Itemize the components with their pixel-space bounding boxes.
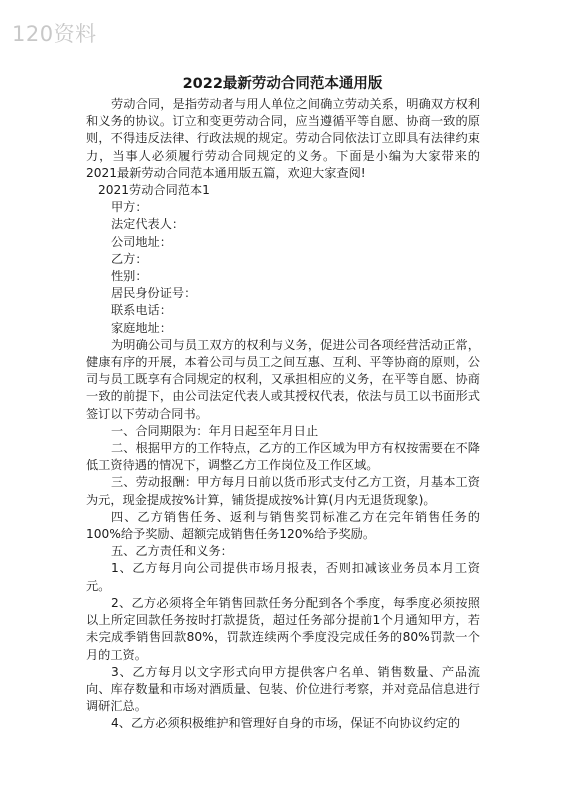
field-legal-representative: 法定代表人： — [111, 217, 185, 232]
clause-duty-4: 4、乙方必须积极维护和管理好自身的市场，保证不向协议约定的 — [111, 716, 461, 731]
clause-work-area: 二、根据甲方的工作特点，乙方的工作区域为甲方有权按需要在不降低工资待遇的情况下，调整乙方工作岗位及工作区域。 — [86, 441, 480, 473]
clause-sales-tasks: 四、乙方销售任务、返利与销售奖罚标准乙方在完年销售任务的100%给予奖励、超额完成销售任务120%给予奖励。 — [86, 509, 480, 542]
field-phone: 联系电话： — [111, 303, 172, 318]
clause-duty-2: 2、乙方必须将全年销售回款任务分配到各个季度，每季度必须按照以上所定回款任务按时打款提货，超过任务部分提前1个月通知甲方，若未完成季销售回款80%，罚款连续两个季度没完成任务的80%罚款一个月的工资。 — [86, 595, 480, 662]
clause-duties-heading: 五、乙方责任和义务： — [111, 544, 233, 559]
clause-duty-3: 3、乙方每月以文字形式向甲方提供客户名单、销售数量、产品流向、库存数量和市场对酒质量、包装、价位进行考察，并对竞品信息进行调研汇总。 — [86, 664, 480, 714]
field-home-address: 家庭地址： — [111, 320, 172, 335]
field-party-b: 乙方： — [111, 251, 148, 266]
field-id-number: 居民身份证号： — [111, 286, 197, 301]
document-body — [86, 96, 480, 733]
watermark: 120资料 — [12, 22, 97, 46]
document-title: 2022最新劳动合同范本通用版 — [182, 76, 383, 92]
section-heading: 2021劳动合同范本1 — [98, 183, 210, 198]
clause-term: 一、合同期限为：年月日起至年月日止 — [111, 423, 319, 438]
clause-duty-1: 1、乙方每月向公司提供市场月报表，否则扣减该业务员本月工资元。 — [86, 561, 480, 593]
field-gender: 性别： — [111, 269, 148, 284]
clause-compensation: 三、劳动报酬：甲方每月日前以货币形式支付乙方工资，月基本工资为元，现金提成按%计算，铺货提成按%计算(月内无退货现象)。 — [86, 475, 480, 507]
field-company-address: 公司地址： — [111, 234, 172, 249]
field-party-a: 甲方： — [111, 200, 148, 215]
intro-paragraph: 劳动合同，是指劳动者与用人单位之间确立劳动关系，明确双方权利和义务的协议。订立和变更劳动合同，应当遵循平等自愿、协商一致的原则，不得违反法律、行政法规的规定。劳动合同依法订立即具有法律约束力，当事人必须履行劳动合同规定的义务。下面是小编为大家带来的2021最新劳动合同范本通用版五篇，欢迎大家查阅! — [86, 97, 480, 180]
preamble-paragraph: 为明确公司与员工双方的权利与义务，促进公司各项经营活动正常，健康有序的开展，本着公司与员工之间互惠、互利、平等协商的原则，公司与员工既享有合同规定的权利，又承担相应的义务，在平等自愿、协商一致的前提下，由公司法定代表人或其授权代表，依法与员工以书面形式签订以下劳动合同书。 — [86, 337, 480, 421]
